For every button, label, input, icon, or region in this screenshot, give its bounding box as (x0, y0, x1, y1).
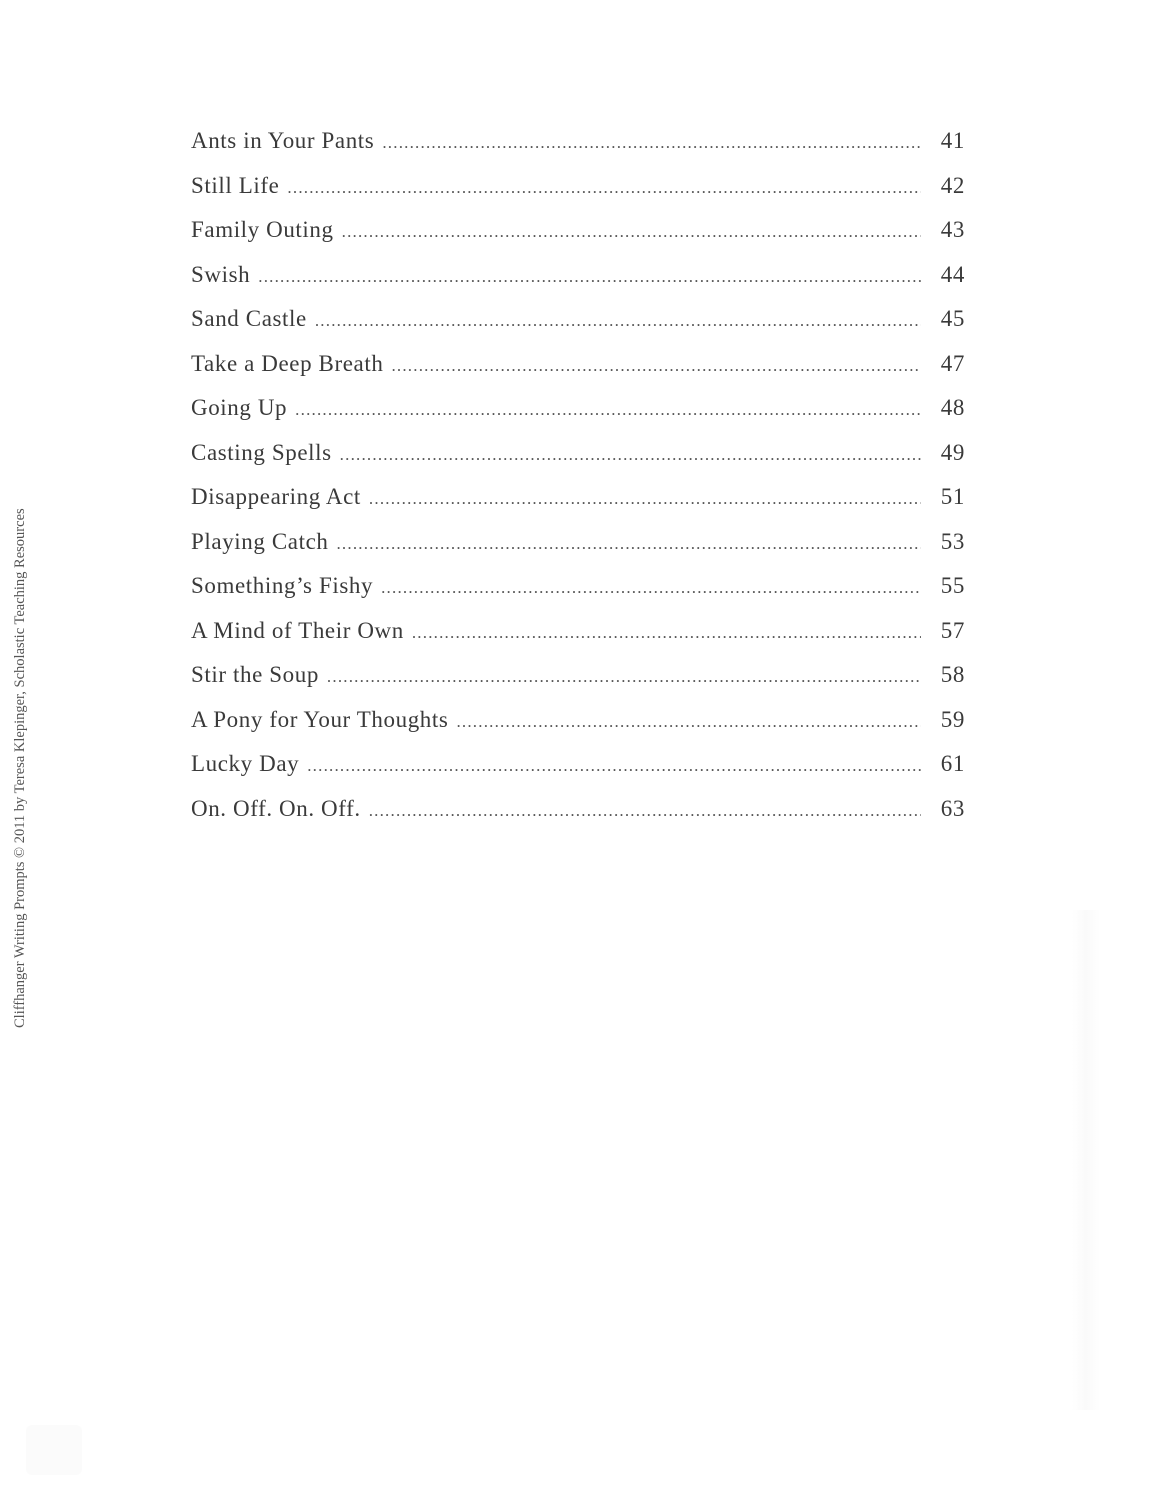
toc-entry[interactable] (191, 262, 965, 307)
toc-entry[interactable] (191, 128, 965, 173)
toc-entry-title: On. Off. On. Off. (191, 795, 361, 821)
toc-entry-title: Family Outing (191, 217, 334, 242)
table-of-contents (191, 128, 965, 840)
toc-entry[interactable] (191, 796, 965, 841)
toc-entry-page: 51 (940, 484, 965, 509)
dot-leader (258, 267, 921, 287)
dot-leader (336, 534, 921, 554)
dot-leader (369, 489, 921, 509)
toc-entry[interactable] (191, 217, 965, 262)
dot-leader (391, 356, 921, 376)
dot-leader (382, 133, 921, 153)
toc-entry-page: 43 (940, 217, 965, 242)
dot-leader (456, 712, 921, 732)
page-edge-shading (1072, 910, 1100, 1410)
toc-entry-title: Going Up (191, 395, 288, 420)
toc-entry-title: Casting Spells (191, 439, 332, 465)
toc-entry[interactable] (191, 173, 965, 218)
toc-entry-title: Still Life (191, 172, 280, 198)
toc-entry[interactable] (191, 440, 965, 485)
toc-entry-page: 59 (940, 706, 965, 732)
toc-entry-title: Sand Castle (191, 306, 307, 331)
toc-entry-title: Playing Catch (191, 528, 329, 554)
toc-entry-page: 41 (940, 128, 965, 153)
toc-entry[interactable] (191, 707, 965, 752)
dot-leader (340, 445, 921, 465)
toc-entry[interactable] (191, 529, 965, 574)
dot-leader (327, 667, 921, 687)
dot-leader (381, 578, 921, 598)
toc-entry[interactable] (191, 662, 965, 707)
toc-entry-page: 42 (940, 172, 965, 198)
dot-leader (315, 311, 921, 331)
toc-entry-page: 44 (940, 261, 965, 287)
toc-entry[interactable] (191, 306, 965, 351)
toc-entry[interactable] (191, 751, 965, 796)
toc-entry-title: A Mind of Their Own (191, 617, 404, 643)
toc-entry-title: Stir the Soup (191, 662, 319, 687)
dot-leader (295, 400, 921, 420)
dot-leader (369, 801, 921, 821)
toc-entry-title: Take a Deep Breath (191, 350, 384, 376)
toc-entry-title: Lucky Day (191, 751, 300, 776)
dot-leader (342, 222, 921, 242)
toc-entry-title: A Pony for Your Thoughts (191, 706, 449, 732)
toc-entry[interactable] (191, 351, 965, 396)
dot-leader (287, 178, 921, 198)
toc-entry-page: 57 (940, 617, 965, 643)
toc-entry[interactable] (191, 484, 965, 529)
copyright-credit: Cliffhanger Writing Prompts © 2011 by Teresa Klepinger, Scholastic Teaching Resources (12, 508, 28, 1028)
toc-entry[interactable] (191, 618, 965, 663)
toc-entry-page: 55 (940, 573, 965, 598)
toc-entry-page: 61 (940, 751, 965, 776)
toc-entry-page: 53 (940, 528, 965, 554)
toc-entry[interactable] (191, 573, 965, 618)
toc-entry-page: 49 (940, 439, 965, 465)
dot-leader (307, 756, 921, 776)
toc-entry-page: 48 (940, 395, 965, 420)
toc-entry-title: Ants in Your Pants (191, 128, 375, 153)
toc-entry-title: Disappearing Act (191, 484, 361, 509)
toc-entry-page: 47 (940, 350, 965, 376)
dot-leader (412, 623, 921, 643)
page-corner-shading (26, 1425, 82, 1475)
toc-entry-title: Swish (191, 261, 251, 287)
toc-entry-page: 45 (940, 306, 965, 331)
toc-entry-page: 63 (940, 795, 965, 821)
toc-entry[interactable] (191, 395, 965, 440)
toc-entry-title: Something’s Fishy (191, 573, 374, 598)
toc-entry-page: 58 (940, 662, 965, 687)
